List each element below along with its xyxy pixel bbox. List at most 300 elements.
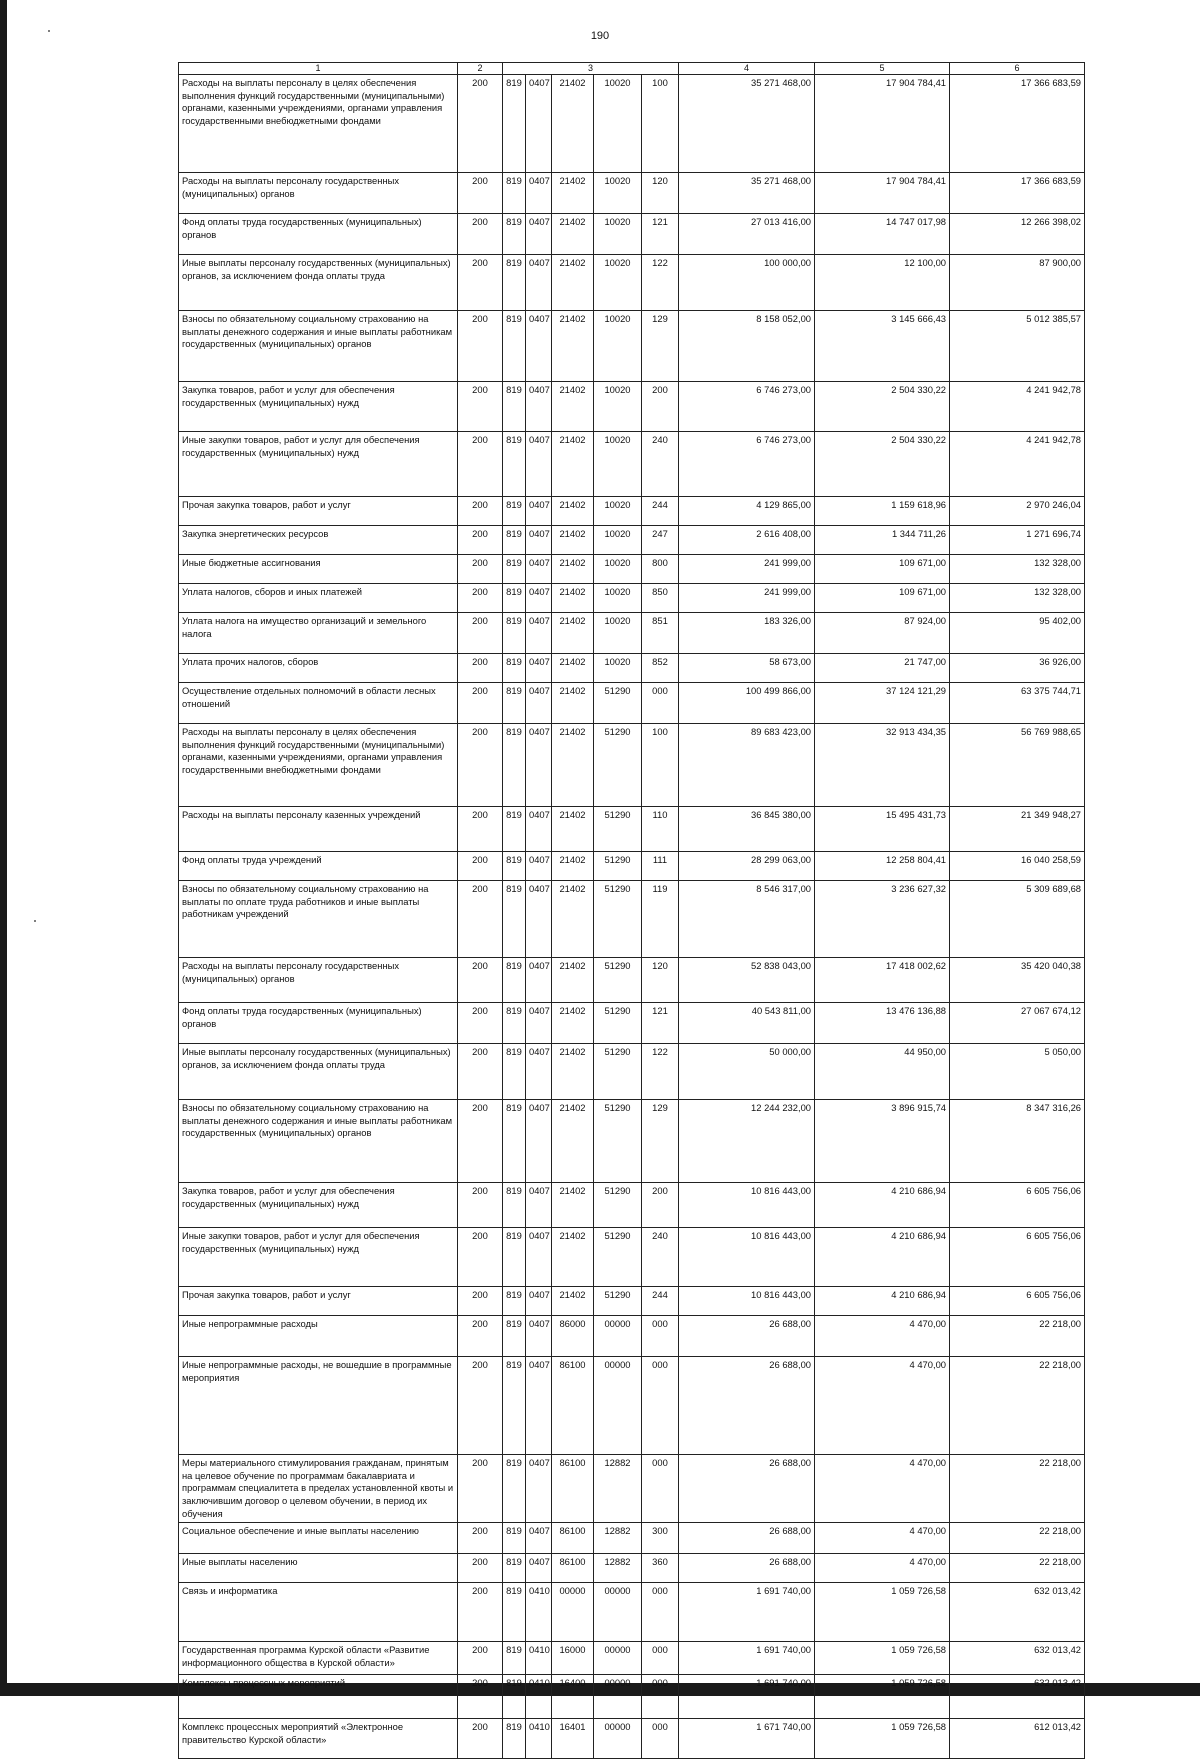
row-code-c-cell: 21402	[552, 1100, 594, 1183]
header-cell-2: 2	[458, 63, 503, 75]
row-code-a-cell: 819	[503, 1003, 526, 1044]
row-code-c-cell: 86100	[552, 1455, 594, 1523]
row-code-b-cell: 0407	[526, 654, 552, 683]
row-name-cell: Расходы на выплаты персоналу казенных учреждений	[179, 807, 458, 852]
table-row	[179, 1100, 1085, 1183]
row-code-c-cell: 21402	[552, 1287, 594, 1316]
row-value-4-cell: 26 688,00	[679, 1455, 815, 1523]
row-code-e-cell: 000	[642, 683, 679, 724]
row-name-cell: Иные выплаты персоналу государственных (муниципальных) органов, за исключением фонда оплаты труда	[179, 1044, 458, 1100]
row-code-c-cell: 21402	[552, 807, 594, 852]
row-value-4-cell: 89 683 423,00	[679, 724, 815, 807]
row-code-c-cell: 16401	[552, 1719, 594, 1759]
row-name-cell: Расходы на выплаты персоналу государственных (муниципальных) органов	[179, 173, 458, 214]
row-value-5-cell: 3 896 915,74	[815, 1100, 950, 1183]
row-code-b-cell: 0407	[526, 75, 552, 173]
row-code-d-cell: 10020	[594, 555, 642, 584]
row-value-6-cell: 6 605 756,06	[950, 1228, 1085, 1287]
row-value-5-cell: 37 124 121,29	[815, 683, 950, 724]
row-code-a-cell: 819	[503, 1228, 526, 1287]
row-code-b-cell: 0407	[526, 1357, 552, 1455]
table-row	[179, 432, 1085, 497]
row-code-c-cell: 00000	[552, 1583, 594, 1642]
row-value-5-cell: 1 344 711,26	[815, 526, 950, 555]
row-code-a-cell: 819	[503, 1523, 526, 1554]
row-code-b-cell: 0407	[526, 526, 552, 555]
row-code-d-cell: 12882	[594, 1455, 642, 1523]
row-code-b-cell: 0407	[526, 1044, 552, 1100]
row-code-a-cell: 819	[503, 1675, 526, 1719]
table-row	[179, 1357, 1085, 1455]
row-name-cell: Фонд оплаты труда государственных (муниципальных) органов	[179, 1003, 458, 1044]
row-name-cell: Расходы на выплаты персоналу в целях обеспечения выполнения функций государственными (муниципальными) органами, казенными учреждениями, органами управления государственными внебюджетными фондами	[179, 75, 458, 173]
row-code-b-cell: 0407	[526, 683, 552, 724]
row-value-5-cell: 4 470,00	[815, 1455, 950, 1523]
row-col2-cell: 200	[458, 1357, 503, 1455]
row-value-5-cell: 32 913 434,35	[815, 724, 950, 807]
row-code-e-cell: 121	[642, 1003, 679, 1044]
row-value-6-cell: 132 328,00	[950, 584, 1085, 613]
row-code-c-cell: 21402	[552, 683, 594, 724]
table-row	[179, 654, 1085, 683]
row-code-a-cell: 819	[503, 1642, 526, 1675]
row-code-e-cell: 119	[642, 881, 679, 958]
row-code-d-cell: 00000	[594, 1316, 642, 1357]
row-code-d-cell: 00000	[594, 1583, 642, 1642]
row-code-b-cell: 0407	[526, 255, 552, 311]
table-row	[179, 1554, 1085, 1583]
table-row	[179, 881, 1085, 958]
row-value-4-cell: 28 299 063,00	[679, 852, 815, 881]
row-code-a-cell: 819	[503, 526, 526, 555]
row-code-a-cell: 819	[503, 497, 526, 526]
row-code-b-cell: 0410	[526, 1675, 552, 1719]
row-value-6-cell: 632 013,42	[950, 1675, 1085, 1719]
row-code-b-cell: 0407	[526, 1228, 552, 1287]
row-col2-cell: 200	[458, 654, 503, 683]
row-code-e-cell: 000	[642, 1719, 679, 1759]
row-code-b-cell: 0407	[526, 724, 552, 807]
row-code-d-cell: 10020	[594, 214, 642, 255]
row-code-b-cell: 0407	[526, 852, 552, 881]
row-code-d-cell: 12882	[594, 1554, 642, 1583]
row-value-6-cell: 632 013,42	[950, 1583, 1085, 1642]
row-value-5-cell: 17 904 784,41	[815, 75, 950, 173]
row-value-6-cell: 36 926,00	[950, 654, 1085, 683]
row-col2-cell: 200	[458, 1100, 503, 1183]
row-col2-cell: 200	[458, 807, 503, 852]
table-row	[179, 807, 1085, 852]
row-code-a-cell: 819	[503, 958, 526, 1003]
row-code-b-cell: 0407	[526, 1455, 552, 1523]
table-row	[179, 852, 1085, 881]
row-name-cell: Иные выплаты населению	[179, 1554, 458, 1583]
row-code-c-cell: 21402	[552, 654, 594, 683]
row-value-4-cell: 26 688,00	[679, 1554, 815, 1583]
row-col2-cell: 200	[458, 852, 503, 881]
row-value-4-cell: 8 546 317,00	[679, 881, 815, 958]
table-row	[179, 214, 1085, 255]
row-code-b-cell: 0407	[526, 432, 552, 497]
row-value-5-cell: 109 671,00	[815, 555, 950, 584]
row-code-e-cell: 100	[642, 724, 679, 807]
row-code-c-cell: 21402	[552, 1183, 594, 1228]
table-row	[179, 1003, 1085, 1044]
row-code-a-cell: 819	[503, 255, 526, 311]
row-value-5-cell: 1 059 726,58	[815, 1583, 950, 1642]
row-code-b-cell: 0407	[526, 881, 552, 958]
row-name-cell: Иные закупки товаров, работ и услуг для обеспечения государственных (муниципальных) нужд	[179, 432, 458, 497]
table-row	[179, 1183, 1085, 1228]
row-value-5-cell: 4 470,00	[815, 1554, 950, 1583]
row-code-e-cell: 000	[642, 1316, 679, 1357]
row-code-c-cell: 21402	[552, 255, 594, 311]
row-value-5-cell: 3 145 666,43	[815, 311, 950, 382]
row-col2-cell: 200	[458, 1003, 503, 1044]
row-value-6-cell: 132 328,00	[950, 555, 1085, 584]
row-value-4-cell: 241 999,00	[679, 555, 815, 584]
row-name-cell: Прочая закупка товаров, работ и услуг	[179, 497, 458, 526]
row-code-d-cell: 51290	[594, 807, 642, 852]
row-code-a-cell: 819	[503, 1455, 526, 1523]
row-value-4-cell: 26 688,00	[679, 1316, 815, 1357]
table-row	[179, 497, 1085, 526]
row-value-6-cell: 5 050,00	[950, 1044, 1085, 1100]
row-name-cell: Расходы на выплаты персоналу в целях обеспечения выполнения функций государственными (муниципальными) органами, казенными учреждениями, органами управления государственными внебюджетными фондами	[179, 724, 458, 807]
row-value-5-cell: 4 470,00	[815, 1316, 950, 1357]
row-code-b-cell: 0407	[526, 1316, 552, 1357]
row-code-c-cell: 21402	[552, 311, 594, 382]
row-value-6-cell: 17 366 683,59	[950, 75, 1085, 173]
row-value-6-cell: 27 067 674,12	[950, 1003, 1085, 1044]
row-code-a-cell: 819	[503, 1357, 526, 1455]
row-col2-cell: 200	[458, 1583, 503, 1642]
row-value-5-cell: 4 470,00	[815, 1357, 950, 1455]
row-code-e-cell: 122	[642, 255, 679, 311]
row-code-b-cell: 0407	[526, 214, 552, 255]
row-code-a-cell: 819	[503, 75, 526, 173]
row-col2-cell: 200	[458, 1642, 503, 1675]
row-col2-cell: 200	[458, 432, 503, 497]
row-code-c-cell: 21402	[552, 526, 594, 555]
row-value-4-cell: 10 816 443,00	[679, 1287, 815, 1316]
row-code-d-cell: 51290	[594, 1287, 642, 1316]
row-code-b-cell: 0407	[526, 1003, 552, 1044]
row-value-6-cell: 95 402,00	[950, 613, 1085, 654]
row-code-b-cell: 0407	[526, 173, 552, 214]
row-code-a-cell: 819	[503, 881, 526, 958]
row-code-a-cell: 819	[503, 432, 526, 497]
row-code-d-cell: 00000	[594, 1675, 642, 1719]
row-value-6-cell: 17 366 683,59	[950, 173, 1085, 214]
row-code-c-cell: 16400	[552, 1675, 594, 1719]
row-value-6-cell: 63 375 744,71	[950, 683, 1085, 724]
row-name-cell: Закупка товаров, работ и услуг для обеспечения государственных (муниципальных) нужд	[179, 1183, 458, 1228]
row-code-b-cell: 0407	[526, 311, 552, 382]
row-value-5-cell: 2 504 330,22	[815, 382, 950, 432]
row-code-d-cell: 51290	[594, 683, 642, 724]
row-value-6-cell: 632 013,42	[950, 1642, 1085, 1675]
row-value-6-cell: 8 347 316,26	[950, 1100, 1085, 1183]
row-code-d-cell: 00000	[594, 1357, 642, 1455]
row-col2-cell: 200	[458, 584, 503, 613]
row-value-5-cell: 1 059 726,58	[815, 1719, 950, 1759]
row-code-a-cell: 819	[503, 1100, 526, 1183]
row-value-6-cell: 35 420 040,38	[950, 958, 1085, 1003]
row-code-a-cell: 819	[503, 311, 526, 382]
row-name-cell: Иные непрограммные расходы	[179, 1316, 458, 1357]
row-value-6-cell: 22 218,00	[950, 1455, 1085, 1523]
row-code-d-cell: 10020	[594, 382, 642, 432]
row-code-c-cell: 21402	[552, 1228, 594, 1287]
header-cell-1: 1	[179, 63, 458, 75]
table-row	[179, 526, 1085, 555]
row-code-d-cell: 51290	[594, 1228, 642, 1287]
table-row	[179, 75, 1085, 173]
row-code-b-cell: 0407	[526, 1287, 552, 1316]
row-name-cell: Уплата налога на имущество организаций и земельного налога	[179, 613, 458, 654]
row-name-cell: Иные выплаты персоналу государственных (муниципальных) органов, за исключением фонда оплаты труда	[179, 255, 458, 311]
row-value-5-cell: 44 950,00	[815, 1044, 950, 1100]
row-code-c-cell: 21402	[552, 497, 594, 526]
row-col2-cell: 200	[458, 497, 503, 526]
row-code-d-cell: 51290	[594, 1003, 642, 1044]
row-code-b-cell: 0407	[526, 584, 552, 613]
row-value-6-cell: 16 040 258,59	[950, 852, 1085, 881]
row-value-4-cell: 27 013 416,00	[679, 214, 815, 255]
row-code-a-cell: 819	[503, 1554, 526, 1583]
row-code-a-cell: 819	[503, 724, 526, 807]
table-row	[179, 311, 1085, 382]
row-code-b-cell: 0410	[526, 1719, 552, 1759]
header-cell-3: 3	[503, 63, 679, 75]
table-row	[179, 613, 1085, 654]
table-row	[179, 382, 1085, 432]
row-code-e-cell: 129	[642, 1100, 679, 1183]
row-col2-cell: 200	[458, 1287, 503, 1316]
row-col2-cell: 200	[458, 683, 503, 724]
row-value-6-cell: 87 900,00	[950, 255, 1085, 311]
row-code-e-cell: 851	[642, 613, 679, 654]
row-value-5-cell: 4 210 686,94	[815, 1228, 950, 1287]
row-code-d-cell: 51290	[594, 1044, 642, 1100]
row-code-e-cell: 247	[642, 526, 679, 555]
row-code-d-cell: 51290	[594, 1183, 642, 1228]
row-name-cell: Закупка энергетических ресурсов	[179, 526, 458, 555]
row-code-c-cell: 21402	[552, 584, 594, 613]
row-value-5-cell: 109 671,00	[815, 584, 950, 613]
row-code-d-cell: 10020	[594, 255, 642, 311]
row-value-4-cell: 26 688,00	[679, 1357, 815, 1455]
row-name-cell: Взносы по обязательному социальному страхованию на выплаты денежного содержания и иные выплаты работникам государственных (муниципальных) органов	[179, 311, 458, 382]
table-row	[179, 1287, 1085, 1316]
row-code-b-cell: 0407	[526, 1554, 552, 1583]
row-code-e-cell: 110	[642, 807, 679, 852]
row-code-a-cell: 819	[503, 1719, 526, 1759]
row-code-e-cell: 120	[642, 958, 679, 1003]
row-name-cell: Прочая закупка товаров, работ и услуг	[179, 1287, 458, 1316]
row-code-d-cell: 51290	[594, 1100, 642, 1183]
row-code-a-cell: 819	[503, 173, 526, 214]
row-name-cell: Расходы на выплаты персоналу государственных (муниципальных) органов	[179, 958, 458, 1003]
row-value-4-cell: 52 838 043,00	[679, 958, 815, 1003]
row-code-a-cell: 819	[503, 1287, 526, 1316]
row-code-d-cell: 10020	[594, 613, 642, 654]
row-value-4-cell: 8 158 052,00	[679, 311, 815, 382]
row-code-c-cell: 21402	[552, 382, 594, 432]
table-row	[179, 724, 1085, 807]
row-code-c-cell: 21402	[552, 724, 594, 807]
row-code-a-cell: 819	[503, 1583, 526, 1642]
row-value-6-cell: 4 241 942,78	[950, 382, 1085, 432]
row-col2-cell: 200	[458, 613, 503, 654]
row-code-c-cell: 21402	[552, 613, 594, 654]
row-code-c-cell: 21402	[552, 214, 594, 255]
row-code-b-cell: 0407	[526, 1100, 552, 1183]
row-value-5-cell: 4 210 686,94	[815, 1183, 950, 1228]
row-value-4-cell: 241 999,00	[679, 584, 815, 613]
row-code-c-cell: 21402	[552, 1044, 594, 1100]
row-name-cell: Фонд оплаты труда государственных (муниципальных) органов	[179, 214, 458, 255]
row-code-c-cell: 21402	[552, 1003, 594, 1044]
row-value-6-cell: 6 605 756,06	[950, 1183, 1085, 1228]
row-code-d-cell: 10020	[594, 654, 642, 683]
row-value-4-cell: 1 691 740,00	[679, 1675, 815, 1719]
row-code-c-cell: 21402	[552, 881, 594, 958]
row-value-4-cell: 2 616 408,00	[679, 526, 815, 555]
row-code-b-cell: 0410	[526, 1642, 552, 1675]
row-value-5-cell: 14 747 017,98	[815, 214, 950, 255]
row-value-4-cell: 58 673,00	[679, 654, 815, 683]
table-row	[179, 555, 1085, 584]
row-name-cell: Уплата налогов, сборов и иных платежей	[179, 584, 458, 613]
row-code-d-cell: 51290	[594, 881, 642, 958]
row-value-5-cell: 1 059 726,58	[815, 1675, 950, 1719]
row-code-d-cell: 51290	[594, 852, 642, 881]
row-value-4-cell: 10 816 443,00	[679, 1183, 815, 1228]
row-code-a-cell: 819	[503, 852, 526, 881]
row-value-4-cell: 36 845 380,00	[679, 807, 815, 852]
row-code-b-cell: 0407	[526, 958, 552, 1003]
row-code-a-cell: 819	[503, 584, 526, 613]
row-col2-cell: 200	[458, 958, 503, 1003]
row-value-6-cell: 5 309 689,68	[950, 881, 1085, 958]
row-code-e-cell: 360	[642, 1554, 679, 1583]
table-row	[179, 1044, 1085, 1100]
row-name-cell: Уплата прочих налогов, сборов	[179, 654, 458, 683]
row-value-5-cell: 2 504 330,22	[815, 432, 950, 497]
row-value-5-cell: 1 159 618,96	[815, 497, 950, 526]
table-row	[179, 1228, 1085, 1287]
table-row	[179, 255, 1085, 311]
table-row	[179, 1523, 1085, 1554]
row-code-a-cell: 819	[503, 654, 526, 683]
row-name-cell: Социальное обеспечение и иные выплаты населению	[179, 1523, 458, 1554]
table-row	[179, 1316, 1085, 1357]
row-value-5-cell: 17 904 784,41	[815, 173, 950, 214]
row-code-d-cell: 10020	[594, 75, 642, 173]
table-row	[179, 958, 1085, 1003]
budget-table	[178, 62, 1085, 1759]
row-code-b-cell: 0410	[526, 1583, 552, 1642]
row-name-cell: Закупка товаров, работ и услуг для обеспечения государственных (муниципальных) нужд	[179, 382, 458, 432]
row-code-e-cell: 000	[642, 1675, 679, 1719]
row-value-4-cell: 183 326,00	[679, 613, 815, 654]
row-code-b-cell: 0407	[526, 1183, 552, 1228]
row-col2-cell: 200	[458, 1554, 503, 1583]
row-value-6-cell: 4 241 942,78	[950, 432, 1085, 497]
row-code-e-cell: 244	[642, 1287, 679, 1316]
row-value-6-cell: 22 218,00	[950, 1316, 1085, 1357]
row-code-a-cell: 819	[503, 613, 526, 654]
row-code-c-cell: 86000	[552, 1316, 594, 1357]
row-name-cell: Государственная программа Курской области «Развитие информационного общества в Курской области»	[179, 1642, 458, 1675]
row-value-6-cell: 12 266 398,02	[950, 214, 1085, 255]
row-value-5-cell: 12 258 804,41	[815, 852, 950, 881]
row-code-a-cell: 819	[503, 683, 526, 724]
row-name-cell: Иные бюджетные ассигнования	[179, 555, 458, 584]
row-value-4-cell: 6 746 273,00	[679, 382, 815, 432]
row-code-b-cell: 0407	[526, 807, 552, 852]
header-cell-6: 6	[950, 63, 1085, 75]
row-name-cell: Связь и информатика	[179, 1583, 458, 1642]
row-value-5-cell: 87 924,00	[815, 613, 950, 654]
row-code-c-cell: 86100	[552, 1357, 594, 1455]
row-value-6-cell: 56 769 988,65	[950, 724, 1085, 807]
row-col2-cell: 200	[458, 173, 503, 214]
row-code-b-cell: 0407	[526, 1523, 552, 1554]
row-name-cell: Иные непрограммные расходы, не вошедшие в программные мероприятия	[179, 1357, 458, 1455]
row-col2-cell: 200	[458, 75, 503, 173]
row-code-e-cell: 000	[642, 1455, 679, 1523]
row-value-5-cell: 17 418 002,62	[815, 958, 950, 1003]
row-code-c-cell: 21402	[552, 75, 594, 173]
table-row	[179, 683, 1085, 724]
row-value-4-cell: 1 691 740,00	[679, 1642, 815, 1675]
row-code-c-cell: 21402	[552, 958, 594, 1003]
row-value-4-cell: 100 000,00	[679, 255, 815, 311]
row-code-d-cell: 12882	[594, 1523, 642, 1554]
row-code-c-cell: 16000	[552, 1642, 594, 1675]
row-name-cell: Взносы по обязательному социальному страхованию на выплаты денежного содержания и иные выплаты работникам государственных (муниципальных) органов	[179, 1100, 458, 1183]
row-code-b-cell: 0407	[526, 555, 552, 584]
row-col2-cell: 200	[458, 1316, 503, 1357]
row-code-b-cell: 0407	[526, 382, 552, 432]
table-row	[179, 173, 1085, 214]
row-value-5-cell: 13 476 136,88	[815, 1003, 950, 1044]
row-value-5-cell: 3 236 627,32	[815, 881, 950, 958]
row-value-6-cell: 6 605 756,06	[950, 1287, 1085, 1316]
row-value-4-cell: 10 816 443,00	[679, 1228, 815, 1287]
row-col2-cell: 200	[458, 1228, 503, 1287]
row-code-e-cell: 111	[642, 852, 679, 881]
row-code-e-cell: 121	[642, 214, 679, 255]
header-cell-5: 5	[815, 63, 950, 75]
budget-table-body	[179, 75, 1085, 1759]
row-name-cell: Комплексы процессных мероприятий	[179, 1675, 458, 1719]
row-code-e-cell: 000	[642, 1642, 679, 1675]
row-code-d-cell: 51290	[594, 724, 642, 807]
table-row	[179, 1719, 1085, 1759]
row-value-4-cell: 6 746 273,00	[679, 432, 815, 497]
header-cell-4: 4	[679, 63, 815, 75]
row-code-d-cell: 00000	[594, 1642, 642, 1675]
row-code-d-cell: 10020	[594, 584, 642, 613]
row-col2-cell: 200	[458, 1523, 503, 1554]
row-value-5-cell: 12 100,00	[815, 255, 950, 311]
row-code-d-cell: 10020	[594, 432, 642, 497]
row-code-c-cell: 86100	[552, 1523, 594, 1554]
